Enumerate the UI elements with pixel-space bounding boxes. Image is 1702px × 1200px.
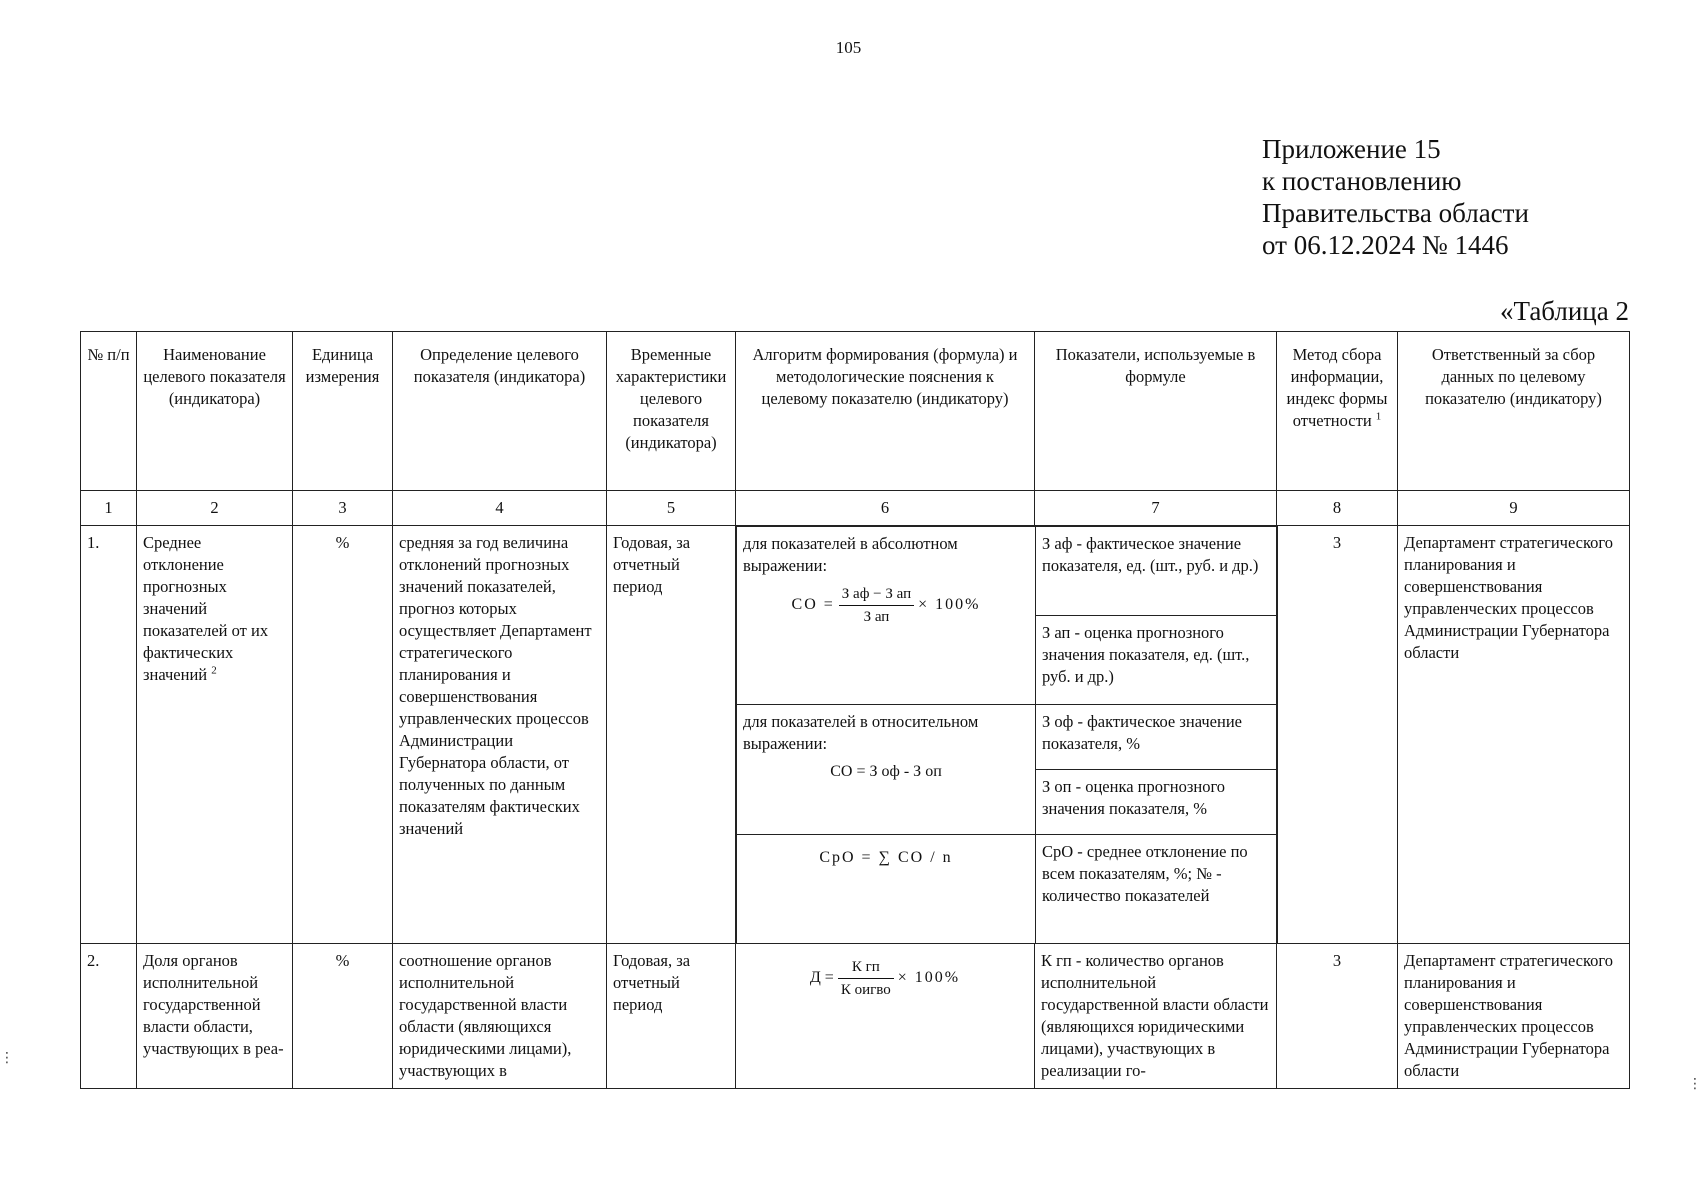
algorithm-block xyxy=(736,526,1277,944)
method-index: 3 xyxy=(1277,944,1398,1089)
header-cell: Показатели, используемые в формуле xyxy=(1035,332,1277,491)
column-number: 3 xyxy=(293,491,393,526)
method-index: 3 xyxy=(1277,526,1398,944)
subrow xyxy=(737,835,1278,944)
formula-cell xyxy=(737,705,1036,835)
formula-denominator: К оигво xyxy=(840,982,891,998)
row-number: 2. xyxy=(81,944,137,1089)
appendix-line: к постановлению xyxy=(1262,166,1462,196)
table-label: «Таблица 2 xyxy=(1500,296,1629,326)
column-number: 8 xyxy=(1277,491,1398,526)
row-number: 1. xyxy=(81,526,137,944)
header-cell: Единица измерения xyxy=(293,332,393,491)
indicator-description: СрО - среднее отклонение по всем показателям, %; № - количество показателей xyxy=(1036,835,1278,944)
formula-average: СрО = ∑ СО / n xyxy=(819,849,953,866)
page-number: 105 xyxy=(835,38,862,57)
header-cell: Наименование целевого показателя (индикатора) xyxy=(137,332,293,491)
indicator-description: З оп - оценка прогнозного значения показателя, % xyxy=(1036,770,1278,835)
formula-cell xyxy=(737,835,1036,944)
formula-lhs: СО = xyxy=(791,596,835,614)
formula-fraction xyxy=(838,956,894,1001)
header-cell xyxy=(1277,332,1398,491)
column-number: 5 xyxy=(607,491,736,526)
subrow xyxy=(737,527,1278,616)
indicator-name xyxy=(137,526,293,944)
column-number: 1 xyxy=(81,491,137,526)
formula-cell xyxy=(736,944,1035,1089)
formula-fraction xyxy=(839,583,914,628)
subrow xyxy=(737,705,1278,770)
definition: соотношение органов исполнительной государственной власти области (являющихся юридическими лицами), участвующих в xyxy=(393,944,607,1089)
header-cell: Алгоритм формирования (формула) и методологические пояснения к целевому показателю (индикатору) xyxy=(736,332,1035,491)
table-row xyxy=(81,526,1630,944)
appendix-line: Правительства области xyxy=(1262,198,1529,228)
formula-numerator: З аф − З ап xyxy=(839,583,914,606)
formula-denominator: З ап xyxy=(863,609,890,625)
header-row xyxy=(81,332,1630,491)
header-cell: Временные характеристики целевого показателя (индикатора) xyxy=(607,332,736,491)
header-text: Метод сбора информации, индекс формы отчетности xyxy=(1286,345,1388,430)
indicator-description: З ап - оценка прогнозного значения показателя, ед. (шт., руб. и др.) xyxy=(1036,616,1278,705)
header-cell: Определение целевого показателя (индикатора) xyxy=(393,332,607,491)
indicator-name-text: Среднее отклонение прогнозных значений показателей от их фактических значений xyxy=(143,533,269,684)
column-number: 7 xyxy=(1035,491,1277,526)
formula-relative: СО = З оф - З оп xyxy=(830,763,942,780)
indicators-table xyxy=(80,331,1630,1089)
formula-share xyxy=(742,956,1028,1001)
column-number: 9 xyxy=(1398,491,1630,526)
appendix-line: Приложение 15 xyxy=(1262,134,1441,164)
period: Годовая, за отчетный период xyxy=(607,944,736,1089)
unit: % xyxy=(293,526,393,944)
table-row xyxy=(81,944,1630,1089)
indicator-description: З оф - фактическое значение показателя, % xyxy=(1036,705,1278,770)
responsible: Департамент стратегического планирования и совершенствования управленческих процессов Администрации Губернатора области xyxy=(1398,526,1630,944)
appendix-block xyxy=(1262,133,1529,261)
definition: средняя за год величина отклонений прогнозных значений показателей, прогноз которых осуществляет Департамент стратегического планирования и совершенствования управленческих процессов Администрации Губернатора области, от полученных по данным показателям фактических значений xyxy=(393,526,607,944)
indicator-description: З аф - фактическое значение показателя, ед. (шт., руб. и др.) xyxy=(1036,527,1278,616)
formula-caption: для показателей в относительном выражении: xyxy=(743,712,979,753)
indicator-name: Доля органов исполнительной государственной власти области, участвующих в реа- xyxy=(137,944,293,1089)
algorithm-subtable xyxy=(736,526,1278,943)
scan-edge-mark: ⋮ xyxy=(1688,1076,1702,1092)
column-number: 4 xyxy=(393,491,607,526)
footnote-mark: 1 xyxy=(1375,410,1382,423)
formula-lhs: Д = xyxy=(809,969,834,987)
formula-multiplier: × 100% xyxy=(897,969,961,987)
unit: % xyxy=(293,944,393,1089)
formula-caption: для показателей в абсолютном выражении: xyxy=(743,534,958,575)
column-number: 2 xyxy=(137,491,293,526)
period: Годовая, за отчетный период xyxy=(607,526,736,944)
appendix-date-line: от 06.12.2024 № 1446 xyxy=(1262,230,1509,260)
responsible: Департамент стратегического планирования и совершенствования управленческих процессов Администрации Губернатора области xyxy=(1398,944,1630,1089)
scan-edge-mark: ⋮ xyxy=(0,1050,14,1066)
formula-absolute xyxy=(743,583,1029,628)
header-cell: Ответственный за сбор данных по целевому показателю (индикатору) xyxy=(1398,332,1630,491)
footnote-mark: 2 xyxy=(211,664,217,677)
indicator-description: К гп - количество органов исполнительной государственной власти области (являющихся юридическими лицами), участвующих в реализации го- xyxy=(1035,944,1277,1089)
formula-numerator: К гп xyxy=(838,956,894,979)
column-number: 6 xyxy=(736,491,1035,526)
formula-cell xyxy=(737,527,1036,705)
formula-multiplier: × 100% xyxy=(918,596,981,614)
header-cell: № п/п xyxy=(81,332,137,491)
column-number-row xyxy=(81,491,1630,526)
